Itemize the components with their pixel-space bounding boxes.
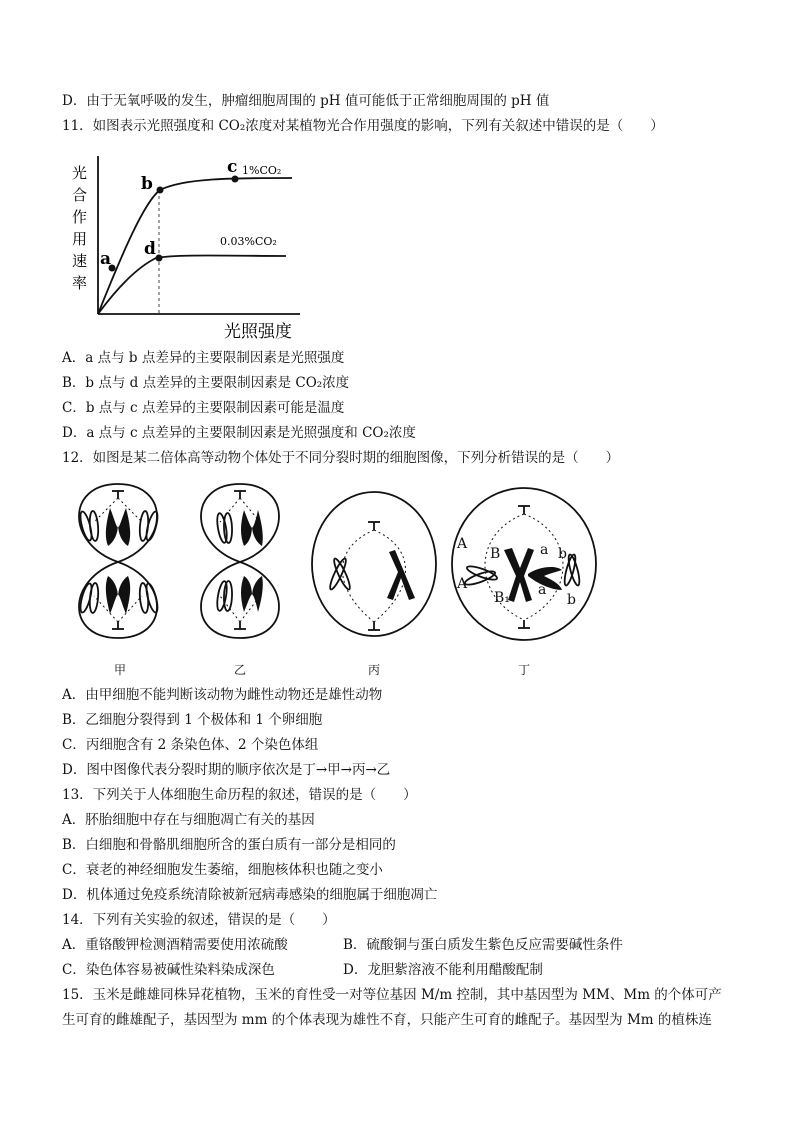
y-label-char: 率: [72, 274, 88, 292]
cell-label-bing: 丙: [368, 663, 381, 677]
point-b-label: b: [141, 174, 153, 194]
y-axis-label: [72, 164, 87, 292]
q12-figure: [62, 478, 602, 678]
y-label-char: 速: [72, 252, 88, 270]
q12-option-c: C．丙细胞含有 2 条染色体、2 个染色体组: [62, 737, 319, 753]
x-axis-label: 光照强度: [224, 322, 292, 342]
ding-letter: b: [567, 592, 576, 608]
q15-line-2: 生可育的雌雄配子，基因型为 mm 的个体表现为雄性不育，只能产生可育的雌配子。基因型为 Mm 的植株连: [62, 1012, 712, 1028]
q12-option-b: B．乙细胞分裂得到 1 个极体和 1 个卵细胞: [62, 712, 323, 728]
q11-option-d: D．a 点与 c 点差异的主要限制因素是光照强度和 CO₂浓度: [62, 425, 416, 441]
ding-letter: B: [490, 546, 501, 562]
ding-letter: A: [457, 576, 468, 592]
cell-ding-chromosomes: [504, 548, 562, 602]
cell-label-jia: 甲: [114, 663, 127, 677]
cell-yi: [201, 484, 279, 638]
q10-option-d: D．由于无氧呼吸的发生，肿瘤细胞周围的 pH 值可能低于正常细胞周围的 pH 值: [62, 93, 550, 109]
cell-jia: [78, 484, 159, 638]
point-d-label: d: [144, 239, 156, 259]
y-label-char: 光: [72, 164, 88, 182]
ding-letter: A: [457, 536, 468, 552]
cell-label-ding: 丁: [518, 663, 531, 677]
q13-option-b: B．白细胞和骨骼肌细胞所含的蛋白质有一部分是相同的: [62, 837, 396, 853]
y-label-char: 合: [72, 186, 88, 204]
q12-option-d: D．图中图像代表分裂时期的顺序依次是丁→甲→丙→乙: [62, 762, 391, 778]
ding-letter: a: [538, 582, 547, 598]
q11-option-c: C．b 点与 c 点差异的主要限制因素可能是温度: [62, 400, 345, 416]
q11-option-a: A．a 点与 b 点差异的主要限制因素是光照强度: [62, 350, 345, 366]
point-d: [156, 255, 163, 262]
q11-stem: 11．如图表示光照强度和 CO₂浓度对某植物光合作用强度的影响，下列有关叙述中错误的是（ ）: [62, 118, 664, 134]
cell-label-yi: 乙: [234, 663, 247, 677]
ding-letter: B₁: [494, 590, 510, 606]
cell-bing: [312, 492, 436, 636]
q14-option-c: C．染色体容易被碱性染料染成深色: [62, 962, 275, 978]
curve-low-co2: [98, 256, 286, 315]
point-c-label: c: [227, 157, 238, 177]
ding-letter: a: [540, 542, 549, 558]
q15-line-1: 15．玉米是雌雄同株异花植物，玉米的育性受一对等位基因 M/m 控制，其中基因型为 MM、Mm 的个体可产: [62, 987, 722, 1003]
y-label-char: 作: [72, 208, 88, 226]
curve-high-label: 1%CO₂: [242, 164, 282, 177]
q14-stem: 14．下列有关实验的叙述，错误的是（ ）: [62, 912, 336, 928]
q13-option-c: C．衰老的神经细胞发生萎缩，细胞核体积也随之变小: [62, 862, 383, 878]
q13-stem: 13．下列关于人体细胞生命历程的叙述，错误的是（ ）: [62, 787, 417, 803]
q13-option-a: A．肧胎细胞中存在与细胞凋亡有关的基因: [62, 812, 315, 828]
q11-option-b: B．b 点与 d 点差异的主要限制因素是 CO₂浓度: [62, 375, 350, 391]
q14-option-b: B．硫酸铜与蛋白质发生紫色反应需要碱性条件: [343, 937, 623, 953]
q14-option-d: D．龙胆紫溶液不能利用醋酸配制: [343, 962, 543, 978]
y-label-char: 用: [72, 230, 88, 248]
q11-figure: [62, 144, 312, 344]
q13-option-d: D．机体通过免疫系统清除被新冠病毒感染的细胞属于细胞凋亡: [62, 887, 438, 903]
point-a-label: a: [100, 249, 112, 269]
q12-option-a: A．由甲细胞不能判断该动物为雌性动物还是雄性动物: [62, 687, 383, 703]
curve-low-label: 0.03%CO₂: [220, 235, 277, 248]
q14-option-a: A．重铬酸钾检测酒精需要使用浓硫酸: [62, 937, 288, 953]
cell-jia-chromosomes: [106, 508, 130, 614]
cell-bing-chromosome: [387, 550, 415, 600]
q12-stem: 12．如图是某二倍体高等动物个体处于不同分裂时期的细胞图像，下列分析错误的是（ ）: [62, 450, 620, 466]
ding-letter: b: [558, 546, 567, 562]
point-b: [157, 187, 164, 194]
